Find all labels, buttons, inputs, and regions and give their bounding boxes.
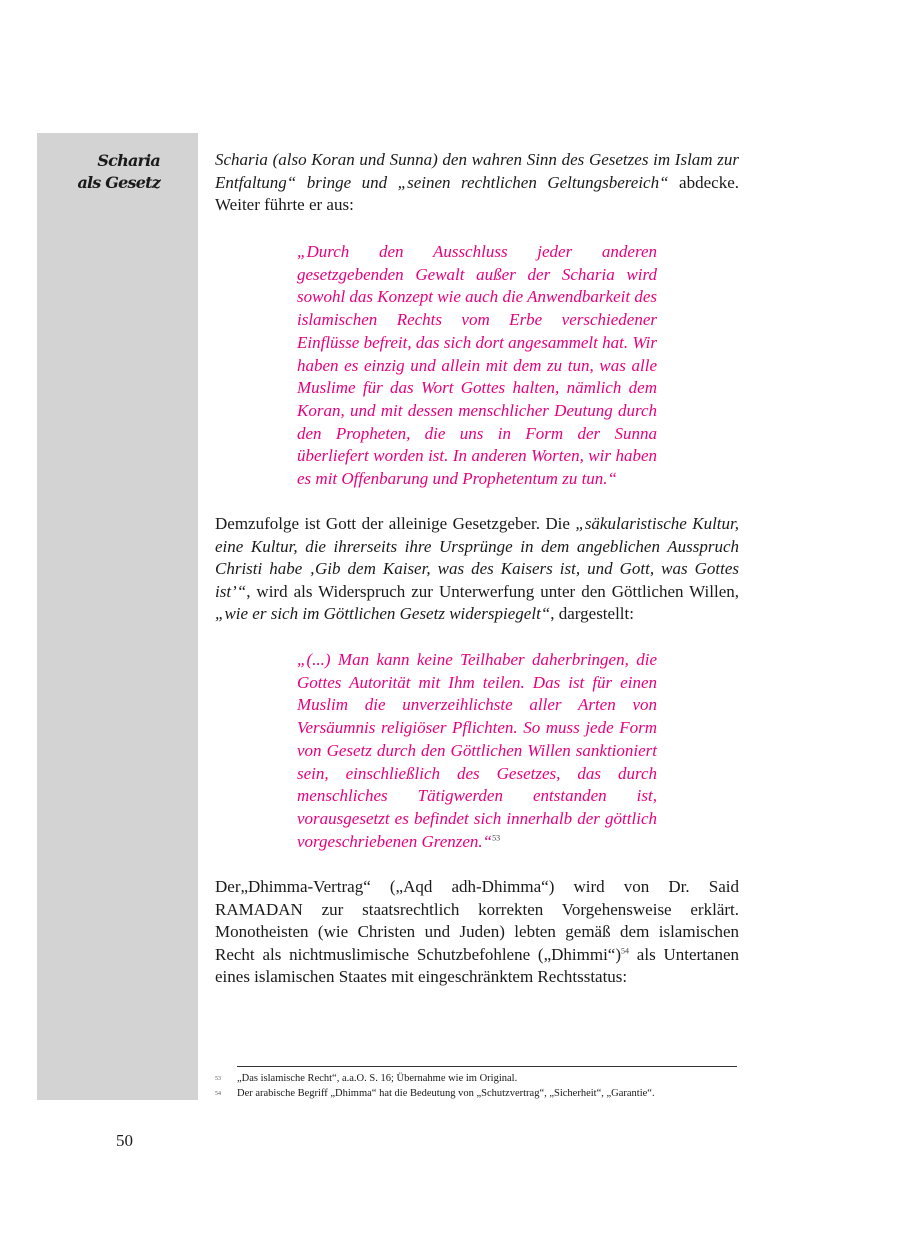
footnote-53-number: 53 <box>215 1076 221 1082</box>
paragraph-1-italic: Scharia (also Koran und Sunna) den wahren Sinn des Gesetzes im Islam zur Entfaltung“ bringe und „seinen rechtlichen Geltungsbereich“ <box>215 150 739 192</box>
paragraph-2-plain-3: , dargestellt: <box>550 604 634 623</box>
margin-band <box>37 133 198 1100</box>
page-number: 50 <box>116 1131 133 1150</box>
paragraph-3-part1: Der„Dhimma-Vertrag“ („Aqd adh-Dhimma“) wird von Dr. Said RAMADAN zur staatsrechtlich korrekten Vorgehensweise erklärt. Monotheisten (wie Christen und Juden) lebten gemäß dem islamischen Recht als nichtmuslimische Schutzbefohlene („Dhimmi“) <box>215 877 739 964</box>
paragraph-3 <box>215 876 739 989</box>
quote-2-text: „(...) Man kann keine Teilhaber daherbringen, die Gottes Autorität mit Ihm teilen. Das ist für einen Muslim die unverzeihlichste aller Arten von Versäumnis religiöser Pflichten. So muss jede Form von Gesetz durch den Göttlichen Willen sanktioniert sein, einschließlich des Gesetzes, das durch menschliches Tätigwerden entstanden ist, vorausgesetzt es befindet sich innerhalb der göttlich vorgeschriebenen Grenzen.“ <box>297 650 657 851</box>
paragraph-1 <box>215 149 739 217</box>
footnote-54-number: 54 <box>215 1091 221 1097</box>
margin-heading <box>37 150 160 194</box>
footnote-54 <box>215 1087 739 1101</box>
quote-2 <box>297 649 657 853</box>
paragraph-2-plain-1: Demzufolge ist Gott der alleinige Gesetzgeber. Die <box>215 514 576 533</box>
paragraph-2 <box>215 513 739 626</box>
margin-heading-line1: Scharia <box>97 151 160 170</box>
paragraph-2-italic-1: „säkularistische Kultur, eine Kultur, die ihrerseits ihre Ursprünge in dem angeblichen Ausspruch Christi habe ‚Gib dem Kaiser, was des Kaisers ist, und Gott, was Gottes ist’“ <box>215 514 739 601</box>
paragraph-3-part2: als Untertanen eines islamischen Staates mit eingeschränktem Rechtsstatus: <box>215 944 740 986</box>
paragraph-2-italic-2: „wie er sich im Göttlichen Gesetz widerspiegelt“ <box>215 604 551 623</box>
footnote-ref-53[interactable]: 53 <box>492 832 501 842</box>
quote-1: „Durch den Ausschluss jeder anderen gesetzgebenden Gewalt außer der Scharia wird sowohl das Konzept wie auch die Anwendbarkeit des islamischen Rechts vom Erbe verschiedener Einflüsse befreit, das sich dort angesammelt hat. Wir haben es einzig und allein mit dem zu tun, was alle Muslime für das Wort Gottes halten, nämlich dem Koran, und mit dessen menschlicher Deutung durch den Propheten, die uns in Form der Sunna überliefert worden ist. In anderen Worten, wir haben es mit Offenbarung und Prophetentum zu tun.“ <box>297 242 657 489</box>
footnote-divider <box>237 1066 737 1067</box>
paragraph-2-plain-2: , wird als Widerspruch zur Unterwerfung unter den Göttlichen Willen, <box>246 581 739 601</box>
footnote-ref-54[interactable]: 54 <box>621 945 630 955</box>
paragraph-1-plain: abdecke. Weiter führte er aus: <box>215 172 739 214</box>
footnote-54-text: Der arabische Begriff „Dhimma“ hat die Bedeutung von „Schutzvertrag“, „Sicherheit“, „Garantie“. <box>237 1088 655 1099</box>
footnote-53-text: „Das islamische Recht“, a.a.O. S. 16; Übernahme wie im Original. <box>237 1073 518 1084</box>
margin-heading-line2: als Gesetz <box>77 173 160 192</box>
footnote-53 <box>215 1072 739 1086</box>
